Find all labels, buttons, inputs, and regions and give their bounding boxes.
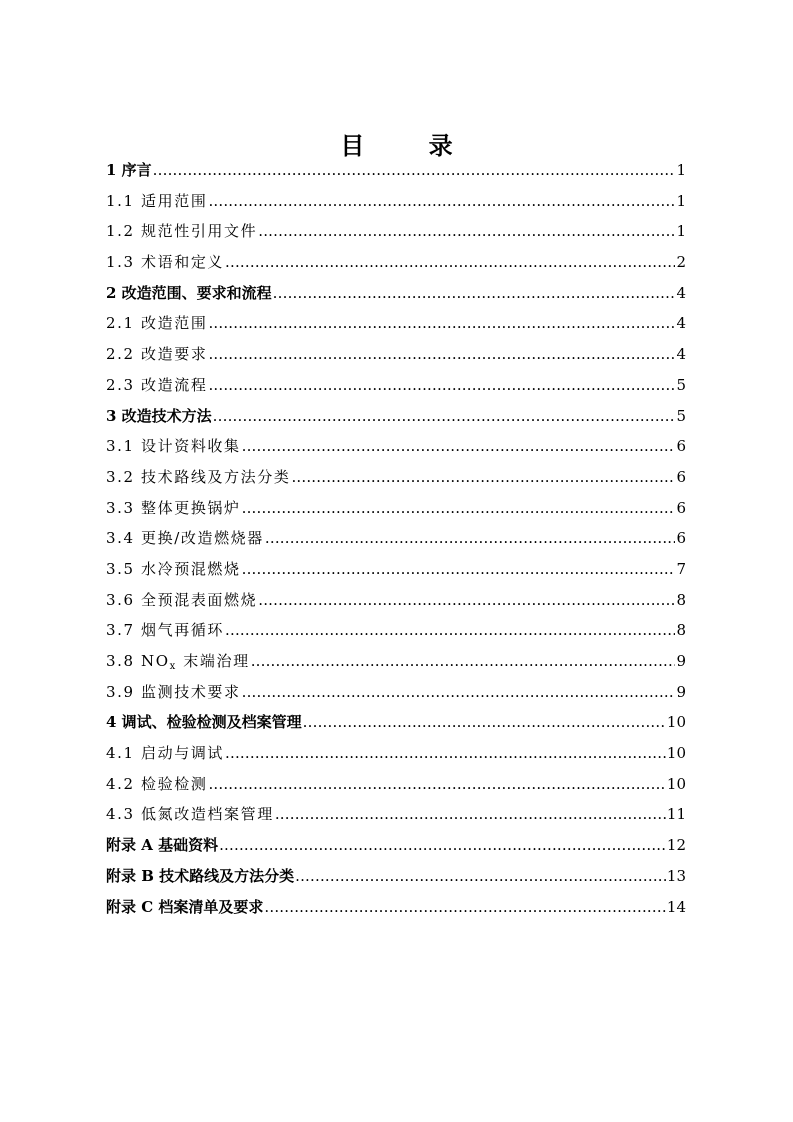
toc-entry-label: 3.5 水冷预混燃烧 (106, 559, 241, 578)
toc-dot-leader (153, 155, 676, 186)
toc-entry-label: 2.3 改造流程 (106, 375, 208, 394)
toc-entry[interactable] (106, 615, 686, 646)
toc-entry-label: 2 改造范围、要求和流程 (106, 283, 272, 302)
toc-page-number: 11 (666, 805, 686, 824)
toc-entry[interactable] (106, 462, 686, 493)
toc-dot-leader (291, 462, 675, 493)
toc-entry[interactable] (106, 861, 686, 892)
toc-dot-leader (251, 646, 676, 677)
toc-dot-leader (225, 247, 675, 278)
toc-entry-label: 1.3 术语和定义 (106, 253, 225, 272)
toc-page-number: 6 (676, 498, 686, 517)
toc-entry[interactable] (106, 308, 686, 339)
toc-page-number: 4 (676, 314, 686, 333)
toc-entry-label: 附录 C 档案清单及要求 (106, 897, 264, 916)
toc-entry-label: 3 改造技术方法 (106, 406, 212, 425)
toc-entry-label (106, 646, 250, 677)
toc-page-number: 6 (676, 529, 686, 548)
toc-dot-leader (264, 892, 666, 923)
toc-page-number: 2 (676, 253, 686, 272)
toc-page-number: 7 (676, 559, 686, 578)
toc-dot-leader (208, 339, 675, 370)
toc-page-number: 1 (676, 191, 686, 210)
toc-dot-leader (225, 738, 666, 769)
toc-entry[interactable] (106, 216, 686, 247)
toc-entry-label: 1 序言 (106, 161, 152, 179)
toc-dot-leader (242, 431, 676, 462)
toc-entry[interactable] (106, 585, 686, 616)
toc-entry-label-base: 3.8 NO (106, 652, 170, 670)
toc-page-number: 10 (666, 713, 686, 732)
toc-page-number: 13 (666, 866, 686, 885)
toc-dot-leader (208, 769, 665, 800)
toc-entry-label: 1.1 适用范围 (106, 191, 208, 210)
toc-page-number: 5 (676, 406, 686, 425)
toc-entry-label: 4 调试、检验检测及档案管理 (106, 713, 302, 732)
toc-entry[interactable] (106, 278, 686, 309)
toc-dot-leader (225, 615, 675, 646)
toc-entry[interactable] (106, 738, 686, 769)
toc-page-number: 4 (676, 283, 686, 302)
toc-entry[interactable] (106, 186, 686, 217)
toc-entry-label: 2.2 改造要求 (106, 345, 208, 364)
toc-page-number: 12 (666, 836, 686, 855)
toc-dot-leader (258, 216, 675, 247)
page-title: 目 录 (340, 131, 481, 161)
toc-entry[interactable] (106, 830, 686, 861)
toc-entry[interactable] (106, 431, 686, 462)
toc-dot-leader (208, 186, 675, 217)
toc-page-number: 9 (676, 682, 686, 701)
toc-entry-label: 1.2 规范性引用文件 (106, 222, 258, 241)
toc-dot-leader (208, 308, 675, 339)
toc-page-number: 4 (676, 345, 686, 364)
toc-entry-label: 4.2 检验检测 (106, 774, 208, 793)
toc-entry[interactable] (106, 523, 686, 554)
toc-entry-label: 3.1 设计资料收集 (106, 437, 241, 456)
toc-entry[interactable] (106, 401, 686, 432)
toc-entry-label: 3.7 烟气再循环 (106, 621, 225, 640)
toc-dot-leader (242, 493, 676, 524)
toc-page-number: 6 (676, 437, 686, 456)
toc-entry[interactable] (106, 707, 686, 738)
toc-entry[interactable] (106, 155, 686, 186)
toc-page-number: 1 (676, 222, 686, 241)
toc-entry[interactable] (106, 799, 686, 830)
toc-dot-leader (242, 554, 676, 585)
toc-dot-leader (265, 523, 676, 554)
toc-dot-leader (303, 707, 666, 738)
toc-entry[interactable] (106, 247, 686, 278)
toc-dot-leader (295, 861, 666, 892)
toc-entry-label: 3.6 全预混表面燃烧 (106, 590, 258, 609)
toc-dot-leader (273, 278, 676, 309)
toc-entry-label: 附录 A 基础资料 (106, 836, 219, 855)
toc-page-number: 6 (676, 467, 686, 486)
toc-entry[interactable] (106, 554, 686, 585)
toc-entry-label: 4.1 启动与调试 (106, 744, 225, 763)
toc-entry[interactable] (106, 892, 686, 923)
toc-page-number: 10 (666, 774, 686, 793)
toc-dot-leader (219, 830, 666, 861)
toc-entry-label: 3.4 更换/改造燃烧器 (106, 529, 264, 548)
toc-dot-leader (275, 799, 666, 830)
toc-entry-label: 附录 B 技术路线及方法分类 (106, 866, 295, 885)
toc-entry-label: 4.3 低氮改造档案管理 (106, 805, 274, 824)
toc-dot-leader (208, 370, 675, 401)
toc-dot-leader (242, 677, 676, 708)
toc-entry-label: 3.2 技术路线及方法分类 (106, 467, 291, 486)
toc-dot-leader (258, 585, 675, 616)
toc-page-number: 1 (676, 161, 686, 179)
toc-entry-label-subscript: x (169, 661, 177, 672)
toc-page-number: 9 (676, 652, 686, 670)
toc-entry-label: 2.1 改造范围 (106, 314, 208, 333)
toc-entry[interactable] (106, 493, 686, 524)
toc-page-number: 5 (676, 375, 686, 394)
table-of-contents (106, 155, 686, 922)
toc-entry[interactable] (106, 677, 686, 708)
toc-entry-label: 3.9 监测技术要求 (106, 682, 241, 701)
toc-entry[interactable] (106, 646, 686, 677)
toc-entry-label-tail: 末端治理 (176, 652, 250, 670)
toc-entry-label: 3.3 整体更换锅炉 (106, 498, 241, 517)
toc-dot-leader (213, 401, 676, 432)
toc-page-number: 8 (676, 621, 686, 640)
toc-entry[interactable] (106, 769, 686, 800)
toc-page-number: 8 (676, 590, 686, 609)
toc-page-number: 14 (666, 897, 686, 916)
toc-entry[interactable] (106, 339, 686, 370)
toc-page-number: 10 (666, 744, 686, 763)
toc-entry[interactable] (106, 370, 686, 401)
